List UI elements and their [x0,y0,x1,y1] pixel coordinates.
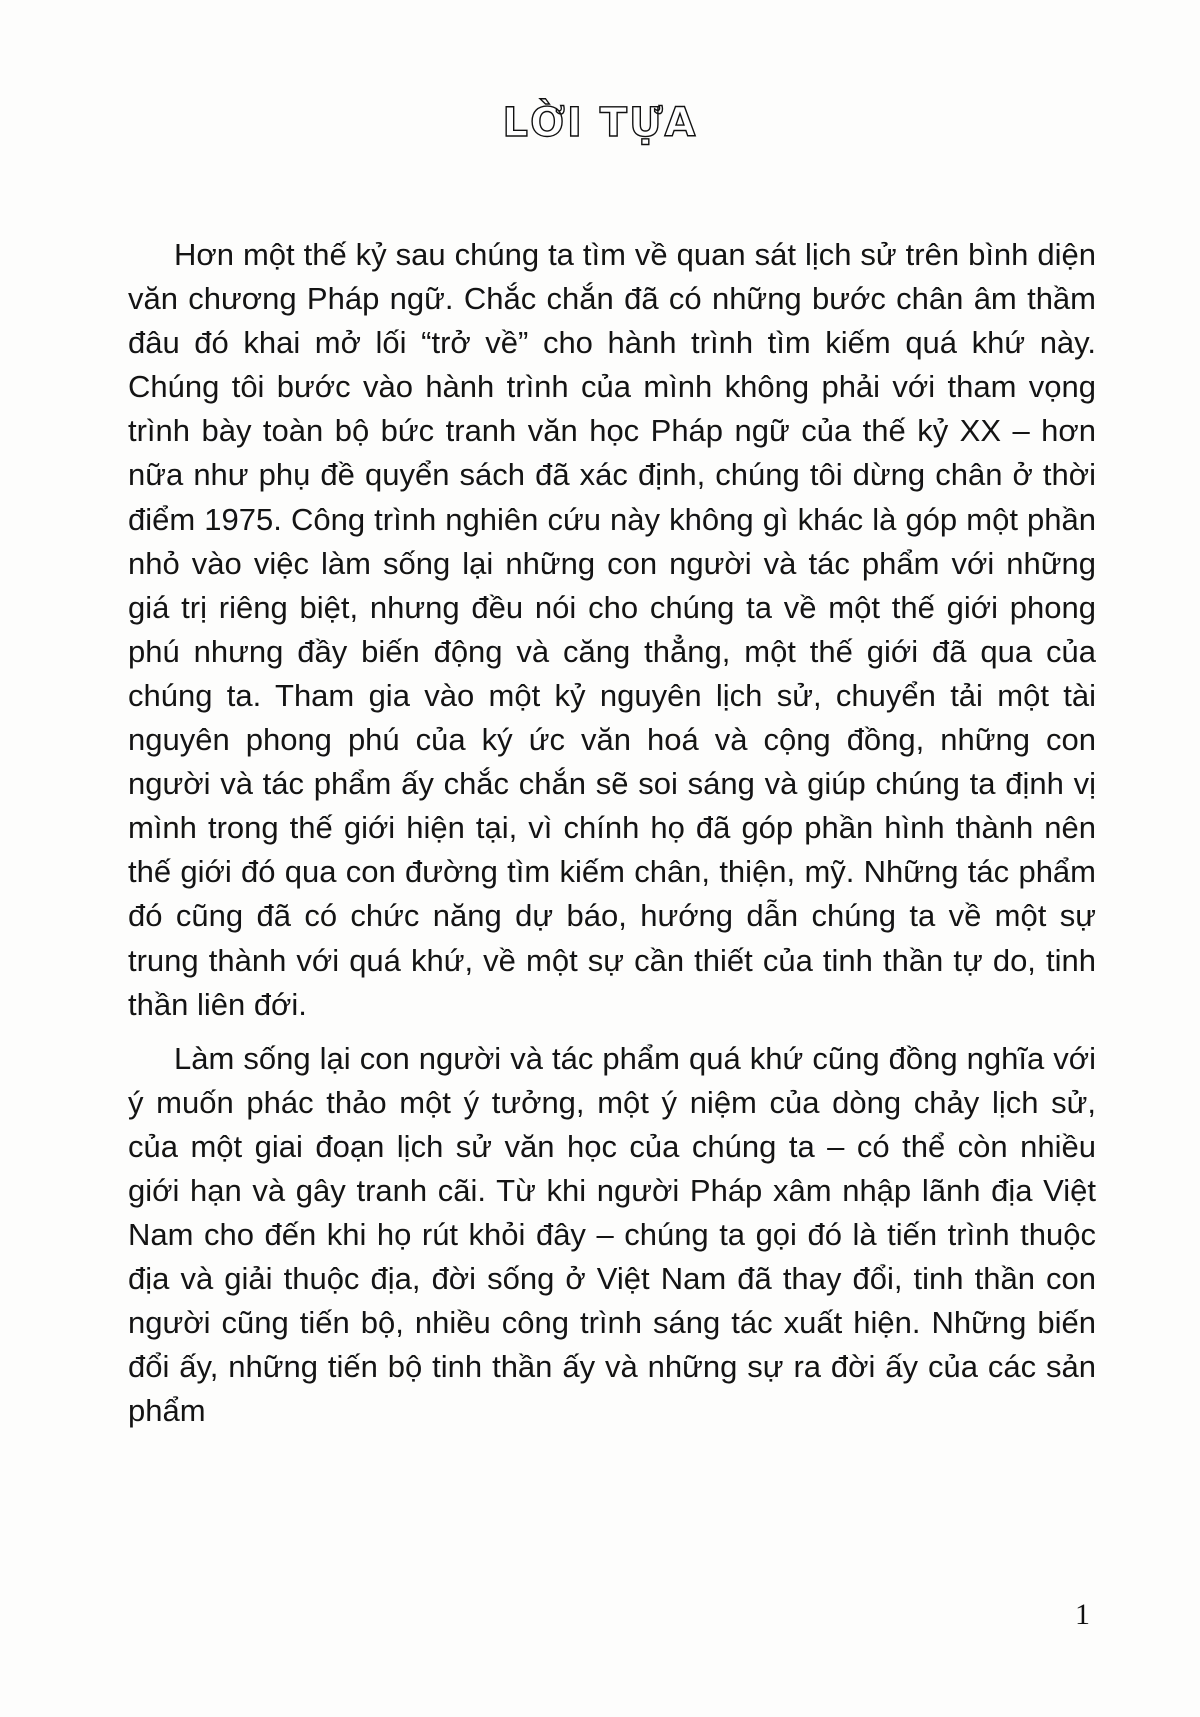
page-number: 1 [1075,1598,1090,1631]
paragraph-1: Hơn một thế kỷ sau chúng ta tìm về quan sát lịch sử trên bình diện văn chương Pháp ngữ. Chắc chắn đã có những bước chân âm thầm đâu đó khai mở lối “trở về” cho hành trình tìm kiếm quá khứ này. Chúng tôi bước vào hành trình của mình không phải với tham vọng trình bày toàn bộ bức tranh văn học Pháp ngữ của thế kỷ XX – hơn nữa như phụ đề quyển sách đã xác định, chúng tôi dừng chân ở thời điểm 1975. Công trình nghiên cứu này không gì khác là góp một phần nhỏ vào việc làm sống lại những con người và tác phẩm với những giá trị riêng biệt, nhưng đều nói cho chúng ta về một thế giới phong phú nhưng đầy biến động và căng thẳng, một thế giới đã qua của chúng ta. Tham gia vào một kỷ nguyên lịch sử, chuyển tải một tài nguyên phong phú của ký ức văn hoá và cộng đồng, những con người và tác phẩm ấy chắc chắn sẽ soi sáng và giúp chúng ta định vị mình trong thế giới hiện tại, vì chính họ đã góp phần hình thành nên thế giới đó qua con đường tìm kiếm chân, thiện, mỹ. Những tác phẩm đó cũng đã có chức năng dự báo, hướng dẫn chúng ta về một sự trung thành với quá khứ, về một sự cần thiết của tinh thần tự do, tinh thần liên đới. [128,237,1096,1022]
paragraph-2: Làm sống lại con người và tác phẩm quá khứ cũng đồng nghĩa với ý muốn phác thảo một ý tưởng, một ý niệm của dòng chảy lịch sử, của một giai đoạn lịch sử văn học của chúng ta – có thể còn nhiều giới hạn và gây tranh cãi. Từ khi người Pháp xâm nhập lãnh địa Việt Nam cho đến khi họ rút khỏi đây – chúng ta gọi đó là tiến trình thuộc địa và giải thuộc địa, đời sống ở Việt Nam đã thay đổi, tinh thần con người cũng tiến bộ, nhiều công trình sáng tác xuất hiện. Những biến đổi ấy, những tiến bộ tinh thần ấy và những sự ra đời ấy của các sản phẩm [128,1040,1096,1429]
page-title: LỜI TỰA [502,100,698,146]
preface-body [128,233,1096,1434]
